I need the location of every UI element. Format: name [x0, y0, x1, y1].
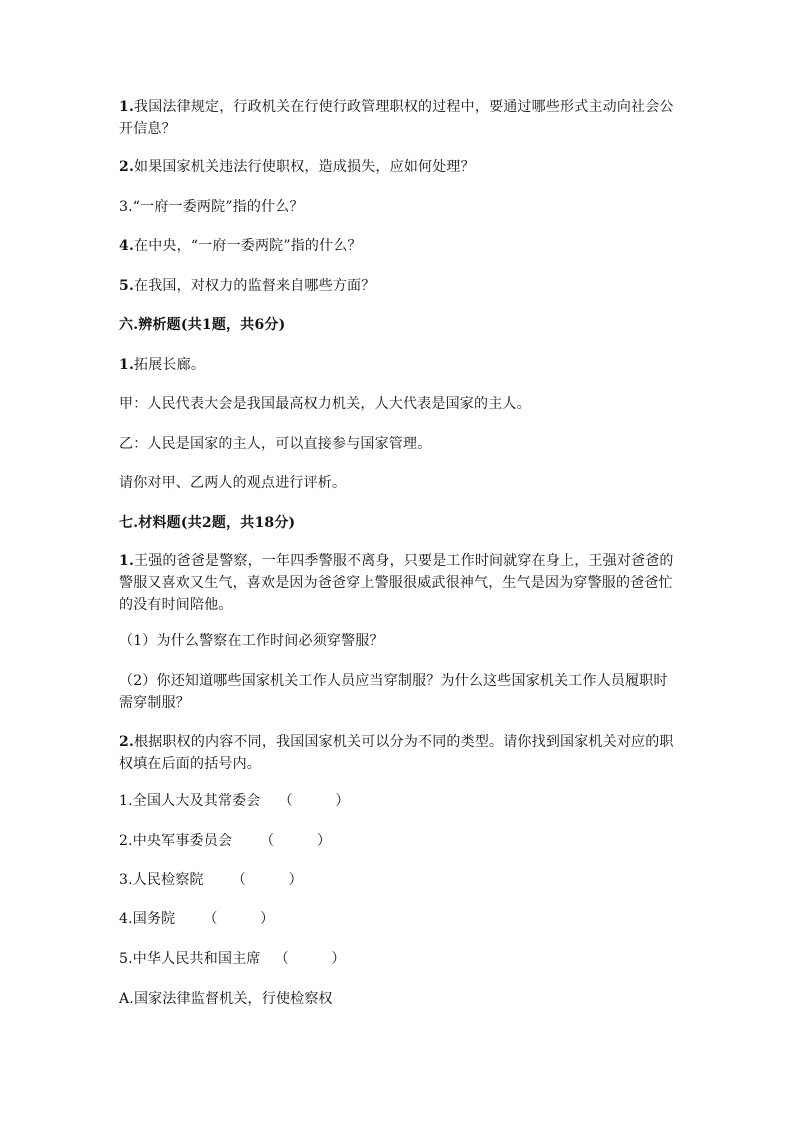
section-7-question-1: 1.王强的爸爸是警察，一年四季警服不离身，只要是工作时间就穿在身上，王强对爸爸的警服又喜欢又生气，喜欢是因为爸爸穿上警服很威武很神气，生气是因为穿警服的爸爸忙的没有时间陪他。 [119, 553, 674, 613]
answer-blank[interactable]: （ ） [260, 833, 332, 849]
section-6-heading: 六.辨析题(共1题，共6分) [119, 317, 286, 333]
question-1: 1.我国法律规定，行政机关在行使行政管理职权的过程中，要通过哪些形式主动向社会公开信息？ [119, 99, 674, 137]
matching-item-5: 5.中华人民共和国主席 （ ） [119, 948, 679, 970]
question-3: 3.“一府一委两院”指的什么？ [119, 199, 304, 215]
statement-yi: 乙：人民是国家的主人，可以直接参与国家管理。 [119, 436, 432, 452]
sub-question-2: （2）你还知道哪些国家机关工作人员应当穿制服？为什么这些国家机关工作人员履职时需穿制服？ [119, 673, 668, 711]
answer-blank[interactable]: （ ） [278, 793, 350, 809]
matching-item-2: 2.中央军事委员会 （ ） [119, 830, 679, 852]
sub-question-1: （1）为什么警察在工作时间必须穿警服？ [119, 633, 384, 649]
question-4: 4.在中央，“一府一委两院”指的什么？ [119, 238, 362, 254]
option-a: A.国家法律监督机关，行使检察权 [119, 991, 333, 1007]
answer-blank[interactable]: （ ） [231, 872, 303, 888]
section-7-question-2: 2.根据职权的内容不同，我国国家机关可以分为不同的类型。请你找到国家机关对应的职权填在后面的括号内。 [119, 734, 674, 772]
matching-item-1: 1.全国人大及其常委会 （ ） [119, 790, 679, 812]
matching-item-4: 4.国务院 （ ） [119, 908, 679, 930]
section-6-question-1: 1.拓展长廊。 [119, 357, 206, 373]
matching-item-3: 3.人民检察院 （ ） [119, 869, 679, 891]
answer-blank[interactable]: （ ） [274, 951, 346, 967]
statement-jia: 甲：人民代表大会是我国最高权力机关，人大代表是国家的主人。 [119, 396, 531, 412]
analysis-prompt: 请你对甲、乙两人的观点进行评析。 [119, 475, 347, 491]
question-5: 5.在我国，对权力的监督来自哪些方面？ [119, 278, 376, 294]
answer-blank[interactable]: （ ） [203, 911, 275, 927]
question-2: 2.如果国家机关违法行使职权，造成损失，应如何处理？ [119, 159, 475, 175]
section-7-heading: 七.材料题(共2题，共18分) [119, 515, 296, 531]
